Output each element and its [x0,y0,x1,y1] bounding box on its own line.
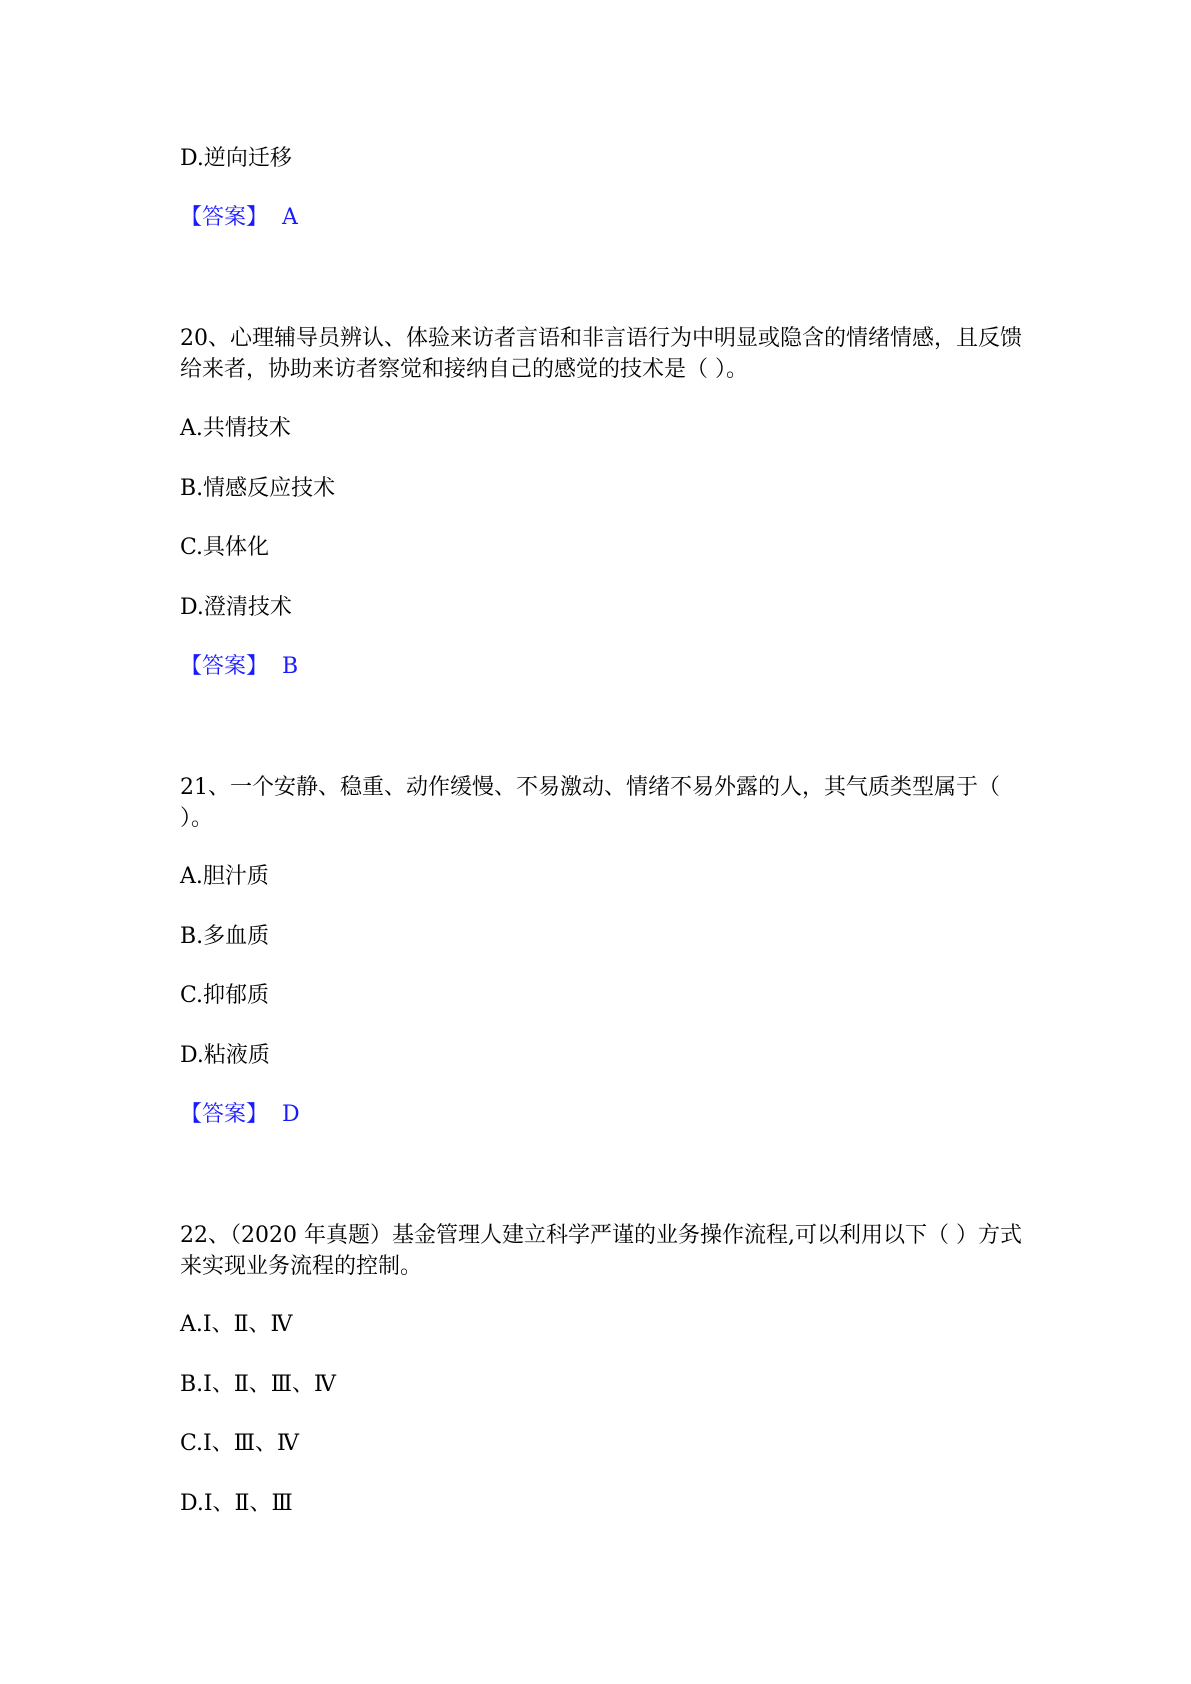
answer-value: D [282,1102,300,1127]
prev-answer [180,203,298,233]
q22-option-d: D.Ⅰ、Ⅱ、Ⅲ [180,1491,293,1516]
q21-option-c: C.抑郁质 [180,983,270,1008]
prev-option-d: D.逆向迁移 [180,146,292,171]
answer-value: B [282,654,299,679]
q21-option-b: B.多血质 [180,924,270,949]
q20-answer [180,652,298,682]
q20-option-c: C.具体化 [180,535,270,560]
q21-option-d: D.粘液质 [180,1043,270,1068]
q21-answer [180,1100,300,1130]
q20-stem: 20、心理辅导员辨认、体验来访者言语和非言语行为中明显或隐含的情绪情感，且反馈给来者，协助来访者察觉和接纳自己的感觉的技术是（ ）。 [180,326,1022,382]
q22-option-b: B.Ⅰ、Ⅱ、Ⅲ、Ⅳ [180,1372,336,1397]
q20-option-d: D.澄清技术 [180,595,292,620]
answer-label: 【答案】 [180,1102,269,1127]
q22-option-a: A.Ⅰ、Ⅱ、Ⅳ [180,1312,293,1337]
q20-option-b: B.情感反应技术 [180,476,336,501]
q21-stem: 21、一个安静、稳重、动作缓慢、不易激动、情绪不易外露的人，其气质类型属于（ ）。 [180,775,1000,831]
q22-stem: 22、（2020 年真题）基金管理人建立科学严谨的业务操作流程,可以利用以下（ ）方式来实现业务流程的控制。 [180,1223,1022,1279]
answer-value: A [282,205,298,230]
q22-option-c: C.Ⅰ、Ⅲ、Ⅳ [180,1431,299,1456]
answer-label: 【答案】 [180,654,269,679]
q21-option-a: A.胆汁质 [180,864,269,889]
q20-option-a: A.共情技术 [180,416,291,441]
answer-label: 【答案】 [180,205,269,230]
